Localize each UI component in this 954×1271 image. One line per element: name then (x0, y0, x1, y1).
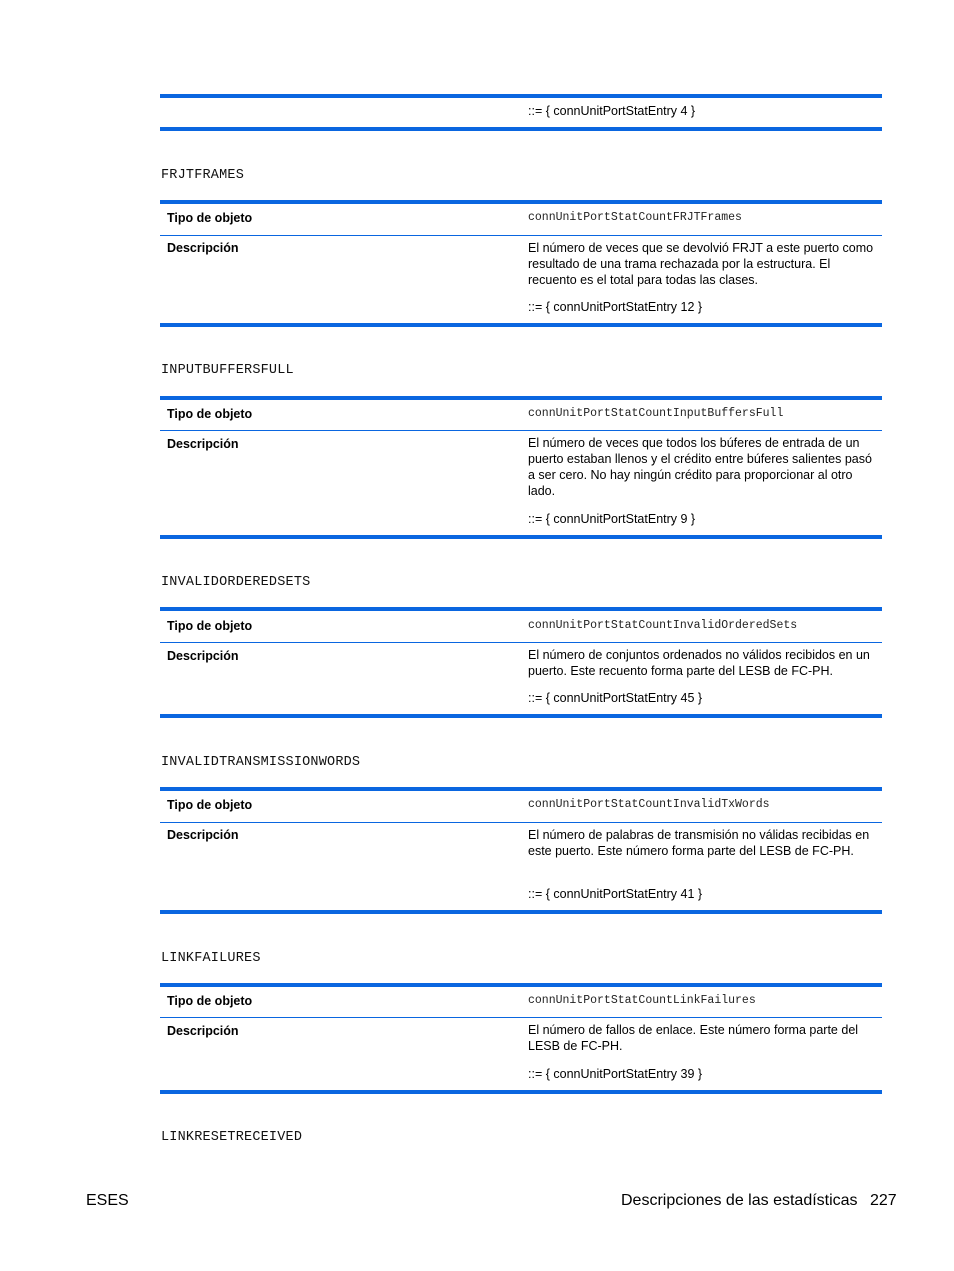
description-label: Descripción (167, 649, 239, 663)
section-heading: LINKFAILURES (161, 951, 261, 966)
table-bottom-rule (160, 910, 882, 914)
table-top-rule (160, 607, 882, 611)
footer-left-label: ESES (86, 1192, 129, 1209)
section-heading: INVALIDORDEREDSETS (161, 575, 311, 590)
entry-text: ::= { connUnitPortStatEntry 39 } (528, 1067, 703, 1081)
object-type-label: Tipo de objeto (167, 798, 253, 812)
object-type-value: connUnitPortStatCountInputBuffersFull (528, 407, 784, 420)
section-heading: FRJTFRAMES (161, 168, 245, 183)
table-top-rule (160, 94, 882, 98)
entry-text: ::= { connUnitPortStatEntry 41 } (528, 887, 703, 901)
row-divider (160, 1017, 882, 1018)
object-type-value: connUnitPortStatCountLinkFailures (528, 994, 756, 1007)
table-bottom-rule (160, 127, 882, 131)
section-heading: INVALIDTRANSMISSIONWORDS (161, 755, 361, 770)
entry-text: ::= { connUnitPortStatEntry 12 } (528, 300, 703, 314)
description-label: Descripción (167, 1024, 239, 1038)
row-divider (160, 235, 882, 236)
table-top-rule (160, 983, 882, 987)
object-type-label: Tipo de objeto (167, 619, 253, 633)
section-heading: LINKRESETRECEIVED (161, 1130, 303, 1145)
object-type-label: Tipo de objeto (167, 407, 253, 421)
table-top-rule (160, 396, 882, 400)
description-label: Descripción (167, 241, 239, 255)
table-bottom-rule (160, 535, 882, 539)
page-number: 227 (870, 1192, 897, 1209)
row-divider (160, 822, 882, 823)
object-type-label: Tipo de objeto (167, 211, 253, 225)
object-type-value: connUnitPortStatCountFRJTFrames (528, 211, 742, 224)
description-label: Descripción (167, 828, 239, 842)
object-type-value: connUnitPortStatCountInvalidOrderedSets (528, 619, 798, 632)
table-bottom-rule (160, 714, 882, 718)
description-text: El número de conjuntos ordenados no válidos recibidos en un puerto. Este recuento forma parte del LESB de FC-PH. (528, 648, 870, 678)
description-text: El número de palabras de transmisión no válidas recibidas en este puerto. Este número forma parte del LESB de FC-PH. (528, 828, 870, 858)
entry-text: ::= { connUnitPortStatEntry 4 } (528, 104, 696, 118)
table-bottom-rule (160, 1090, 882, 1094)
description-text: El número de fallos de enlace. Este número forma parte del LESB de FC-PH. (528, 1023, 859, 1053)
description-label: Descripción (167, 437, 239, 451)
footer-chapter-title: Descripciones de las estadísticas (621, 1192, 858, 1209)
entry-text: ::= { connUnitPortStatEntry 45 } (528, 691, 703, 705)
table-bottom-rule (160, 323, 882, 327)
entry-text: ::= { connUnitPortStatEntry 9 } (528, 512, 696, 526)
object-type-value: connUnitPortStatCountInvalidTxWords (528, 798, 770, 811)
description-text: El número de veces que todos los búferes de entrada de un puerto estaban llenos y el crédito entre búferes salientes pasó a ser cero. No hay ningún crédito para proporcionar al otro lado. (528, 436, 872, 498)
table-top-rule (160, 200, 882, 204)
description-text: El número de veces que se devolvió FRJT a este puerto como resultado de una trama rechazada por la estructura. El recuento es el total para todas las clases. (528, 241, 874, 287)
table-top-rule (160, 787, 882, 791)
row-divider (160, 642, 882, 643)
row-divider (160, 430, 882, 431)
object-type-label: Tipo de objeto (167, 994, 253, 1008)
section-heading: INPUTBUFFERSFULL (161, 363, 294, 378)
